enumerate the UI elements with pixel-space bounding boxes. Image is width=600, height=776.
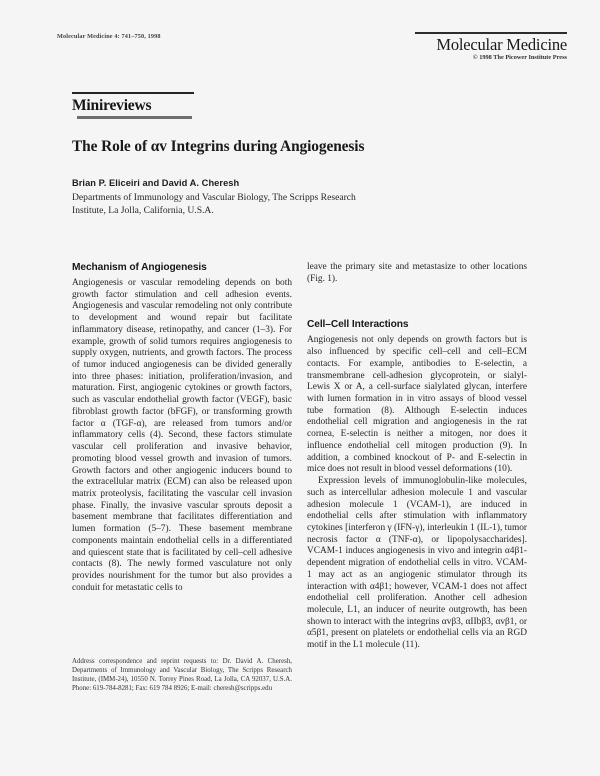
copyright-line: © 1998 The Picower Institute Press xyxy=(472,53,567,61)
section-banner-label: Minireviews xyxy=(72,96,152,114)
running-head: Molecular Medicine 4: 741–750, 1998 xyxy=(57,33,161,40)
paragraph: Angiogenesis or vascular remodeling depends on both growth factor stimulation and cell adhesion events. Angiogenesis and vascular remodeling not only contribute to development and wound repair but facilitate inflammatory disease, retinopathy, and cancer (1–3). For example, growth of solid tumors requires angiogenesis to supply oxygen, nutrients, and growth factors. The process of tumor induced angiogenesis can be divided generally into three phases: initiation, proliferation/invasion, and maturation. First, angiogenic cytokines or growth factors, such as vascular endothelial growth factor (VEGF), basic fibroblast growth factor (bFGF), or transforming growth factor α (TGF-α), are released from tumors and/or inflammatory cells (4). Second, these factors stimulate vascular cell proliferation and invasive behavior, promoting blood vessel growth and invasion of tumors. Growth factors and other angiogenic inducers bound to the extracellular matrix (ECM) can also be released upon matrix proteolysis, facilitating the vascular cell invasion phase. Finally, the invasive vascular sprouts deposit a basement membrane that facilitates differentiation and lumen formation (5–7). These basement membrane components maintain endothelial cells in a differentiated and quiescent state that is facilitated by cell–cell adhesive contacts (8). The newly formed vasculature not only provides nourishment for the tumor but also provides a conduit for metastatic cells to xyxy=(72,278,292,593)
paragraph: Expression levels of immunoglobulin-like molecules, such as intercellular adhesion molecule 1 and vascular adhesion molecule 1 (VCAM-1), are induced in endothelial cells after stimulation with inflammatory cytokines [interferon γ (IFN-γ), interleukin 1 (IL-1), tumor necrosis factor α (TNF-α), or lipopolysaccharides]. VCAM-1 induces angiogenesis in vivo and integrin α4β1-dependent migration of endothelial cells in vitro. VCAM-1 may act as an angiogenic stimulator through its interaction with α4β1; however, VCAM-1 does not affect endothelial cell proliferation. Another cell adhesion molecule, L1, an inducer of neurite outgrowth, has been shown to interact with the integrins αvβ3, αIIbβ3, αvβ1, or α5β1, present on platelets or endothelial cells via an RGD motif in the L1 molecule (11). xyxy=(307,476,527,651)
journal-name: Molecular Medicine xyxy=(436,34,567,54)
heading-cell-cell-interactions: Cell–Cell Interactions xyxy=(307,319,409,331)
banner-rule-bottom xyxy=(77,116,192,119)
body-column-left xyxy=(72,262,292,594)
article-authors: Brian P. Eliceiri and David A. Cheresh xyxy=(72,178,240,188)
paragraph-continuation: leave the primary site and metastasize to other locations (Fig. 1). xyxy=(307,262,527,284)
heading-mechanism-of-angiogenesis: Mechanism of Angiogenesis xyxy=(72,262,207,273)
article-affiliation: Departments of Immunology and Vascular Biology, The Scripps Research Institute, La Jolla, California, U.S.A. xyxy=(72,192,356,216)
body-column-right xyxy=(307,262,527,652)
article-title: The Role of αv Integrins during Angiogenesis xyxy=(72,138,365,155)
correspondence-footnote: Address correspondence and reprint requests to: Dr. David A. Cheresh, Departments of Immunology and Vascular Biology, The Scripps Research Institute, (IMM-24), 10550 N. Torrey Pines Road, La Jolla, CA 92037, U.S.A. Phone: 619-784-8281; Fax: 619 784 8926; E-mail: cheresh@scripps.edu xyxy=(72,658,292,693)
paragraph: Angiogenesis not only depends on growth factors but is also influenced by specific cell–cell and cell–ECM contacts. For example, antibodies to E-selectin, a transmembrane cell-adhesion glycoprotein, or sialyl-Lewis X or A, a cell-surface sialylated glycan, interfere with lumen formation in in vitro assays of blood vessel tube formation (8). Although E-selectin induces endothelial cell migration and angiogenesis in the rat cornea, E-selectin is neither a mitogen, nor does it influence endothelial cell mitogen production (9). In addition, a combined knockout of P- and E-selectin in mice does not result in blood vessel deformations (10). xyxy=(307,335,527,475)
journal-masthead xyxy=(415,32,567,61)
masthead-rule xyxy=(415,32,567,34)
section-banner xyxy=(72,92,194,119)
